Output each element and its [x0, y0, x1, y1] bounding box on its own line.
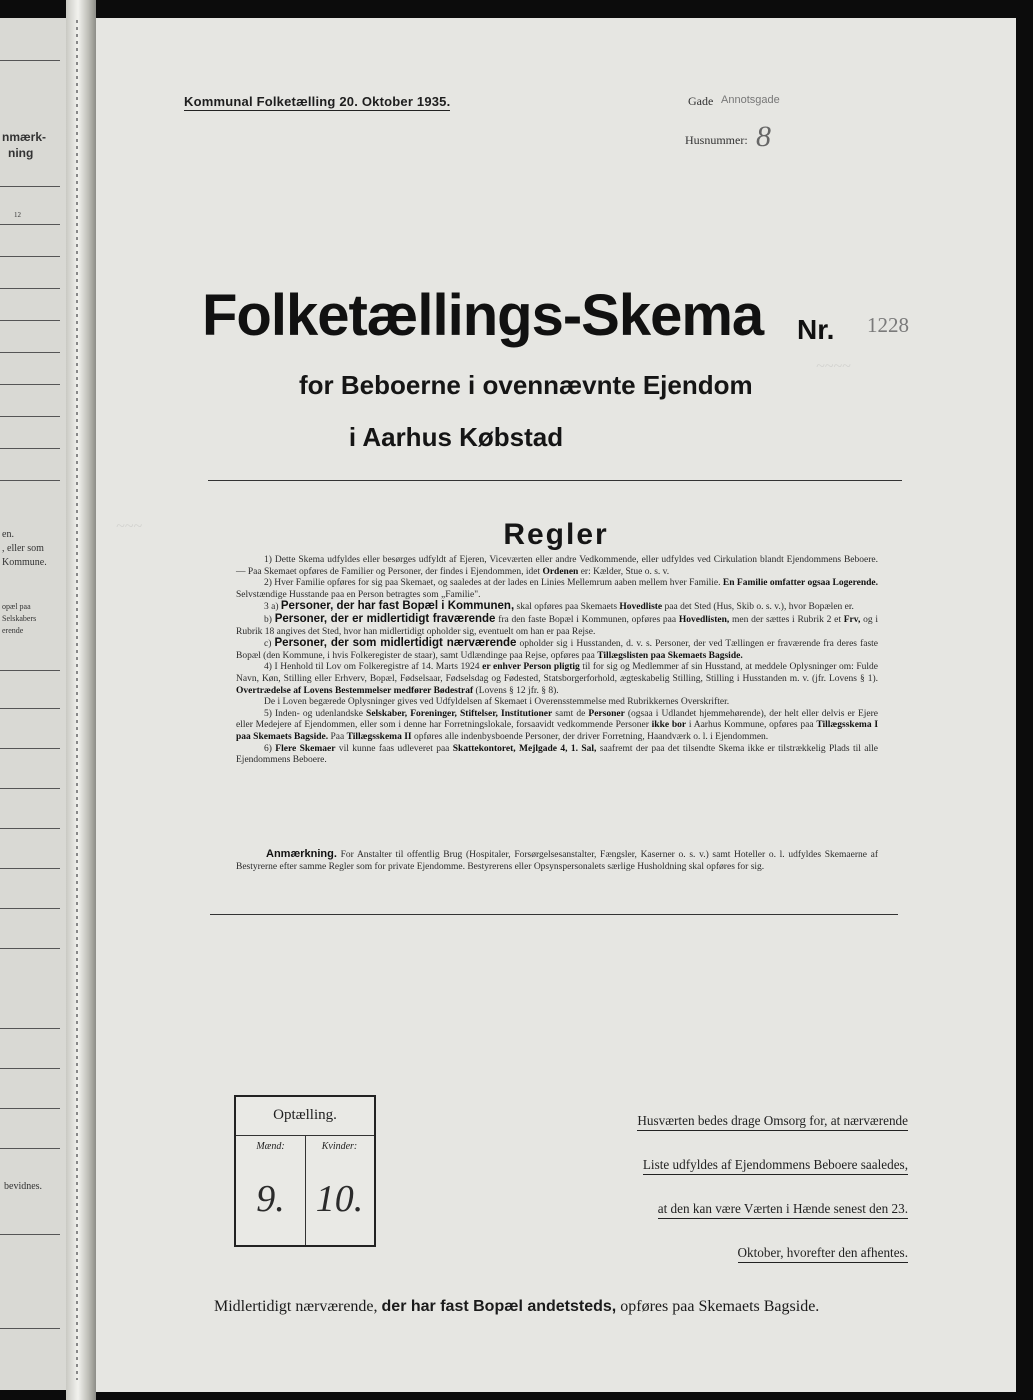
rule-5: 5) Inden- og udenlandske Selskaber, Foreninger, Stiftelser, Institutioner samt de Personer (ogsaa i Udlandet hjemmehørende), der helt eller delvis er Ejere eller Medejere af Ejendommen, eller som i denne har Forretningslokale, forsaavidt vedkommende Personer ikke bor i Aarhus Kommune, opføres paa Tillægsskema I paa Skemaets Bagside. Paa Tillægsskema II opføres alle indenbysboende Personer, der driver Forretning, Haandværk o. l. i Ejendommen.	[236, 708, 879, 742]
divider-rule	[210, 914, 898, 915]
footer-text: opføres paa Skemaets Bagside.	[620, 1298, 820, 1315]
left-page-rule	[0, 948, 60, 949]
left-page-rule	[0, 448, 60, 449]
left-page-rule	[0, 60, 60, 61]
left-page-note: opæl paa	[2, 602, 31, 611]
notice-line: Husværten bedes drage Omsorg for, at nærværende	[637, 1112, 908, 1131]
left-page-heading: nmærk-	[2, 130, 47, 144]
left-page-rule	[0, 352, 60, 353]
notice-line: Liste udfyldes af Ejendommens Beboere saaledes,	[643, 1156, 908, 1175]
footer-text: Midlertidigt nærværende,	[214, 1298, 378, 1315]
bleed-through-text: ~~~	[116, 518, 142, 535]
bleed-through-text: ~~~~	[816, 358, 851, 375]
count-box	[234, 1095, 376, 1247]
left-page-rule	[0, 868, 60, 869]
rule-2: 2) Hver Familie opføres for sig paa Skemaet, og saaledes at der lades en Linies Mellemrum aaben mellem hver Familie. En Familie omfatter ogsaa Logerende. Selvstændige Husstande paa en Person betragtes som „Familie".	[236, 578, 879, 600]
left-page-rule	[0, 908, 60, 909]
left-page-rule	[0, 748, 60, 749]
left-page-col-number: 12	[14, 211, 21, 219]
men-label: Mænd:	[256, 1141, 285, 1152]
women-label: Kvinder:	[321, 1141, 358, 1152]
census-form-page	[96, 18, 1016, 1392]
left-page-rule	[0, 1148, 60, 1149]
rules-heading: Regler	[503, 518, 609, 551]
left-page-rule	[0, 186, 60, 187]
left-page-rule	[0, 256, 60, 257]
house-number-value: 8	[756, 120, 771, 153]
left-page-rule	[0, 1028, 60, 1029]
left-page-rule	[0, 480, 60, 481]
left-page-note: en.	[2, 529, 14, 540]
book-spine	[66, 0, 96, 1400]
footer-text-bold: der har fast Bopæl andetsteds,	[381, 1298, 617, 1315]
left-page-rule	[0, 1234, 60, 1235]
left-page-rule	[0, 1108, 60, 1109]
house-number-label: Husnummer:	[685, 133, 748, 147]
rule-4b: De i Loven begærede Oplysninger gives ved Udfyldelsen af Skemaet i Overensstemmelse med Rubrikkernes Overskrifter.	[264, 697, 730, 708]
rule-3b: b) Personer, der er midlertidigt fraværende fra den faste Bopæl i Kommunen, opføres paa Hovedlisten, men der sættes i Rubrik 2 et Frv, og i Rubrik 18 angives det Sted, hvor han midlertidigt opholder sig, eventuelt om han er paa Rejse.	[236, 612, 879, 637]
rules-body	[236, 555, 878, 767]
rule-6: 6) Flere Skemaer vil kunne faas udleveret paa Skattekontoret, Mejlgade 4, 1. Sal, saafremt der paa det tilsendte Skema ikke er tilstrækkelig Plads til alle Ejendommens Beboere.	[236, 743, 878, 766]
left-page-note: Selskabers	[2, 614, 37, 623]
form-number-value: 1228	[867, 313, 909, 337]
rule-4: 4) I Henhold til Lov om Folkeregistre af 14. Marts 1924 er enhver Person pligtig til for sig og Medlemmer af sin Husstand, at meddele Oplysninger om: Fulde Navn, Køn, Stilling eller Erhverv, Bopæl, Fødselsaar, Fødselsdag og Fødested, Statsborgerforhold, ægteskabelig Stilling, Stilling i Husstanden m. v. (jfr. Lovens § 1). Overtrædelse af Lovens Bestemmelser medfører Bødestraf (Lovens § 12 jfr. § 8).	[236, 662, 879, 696]
men-count: 9.	[256, 1178, 285, 1220]
divider-rule	[208, 480, 902, 481]
rule-1: 1) Dette Skema udfyldes eller besørges udfyldt af Ejeren, Viceværten eller andre Vedkommende, eller udfyldes ved Cirkulation blandt Ejendommens Beboere. — Paa Skemaet opføres de Familier og Personer, der findes i Ejendommen, idet Ordenen er: Kælder, Stue o. s. v.	[236, 555, 878, 577]
street-value: Annotsgade	[721, 94, 780, 106]
footer-note	[214, 1298, 819, 1316]
count-box-title: Optælling.	[273, 1107, 337, 1123]
rule-3a: 3 a) Personer, der har fast Bopæl i Kommunen, skal opføres paa Skemaets Hovedliste paa det Sted (Hus, Skib o. s. v.), hvor Bopælen er.	[264, 600, 854, 613]
left-page-rule	[0, 788, 60, 789]
form-title: Folketællings-Skema	[202, 283, 764, 348]
left-page-rule	[0, 670, 60, 671]
form-location: i Aarhus Købstad	[348, 422, 564, 452]
landlord-notice	[536, 1103, 908, 1279]
left-page-rule	[0, 828, 60, 829]
census-header: Kommunal Folketælling 20. Oktober 1935.	[184, 94, 451, 109]
left-page-rule	[0, 288, 60, 289]
left-page-rule	[0, 320, 60, 321]
left-page-rule	[0, 224, 60, 225]
annotation-label: Anmærkning.	[266, 848, 337, 860]
spine-stitching	[76, 20, 78, 1380]
left-page-heading: ning	[8, 146, 34, 160]
left-page-note: erende	[2, 626, 24, 635]
notice-line: at den kan være Værten i Hænde senest den 23.	[658, 1200, 908, 1219]
form-number-label: Nr.	[797, 314, 835, 345]
left-page-note: Kommune.	[2, 557, 47, 568]
women-count: 10.	[315, 1178, 364, 1220]
left-page-rule	[0, 384, 60, 385]
annotation-text: For Anstalter til offentlig Brug (Hospitaler, Forsørgelsesanstalter, Fængsler, Kaserner o. s. v.) samt Hoteller o. l. udfyldes Skemaerne af Bestyrerne efter samme Regler som for private Ejendomme. Bestyrerens eller Opsynspersonalets særlige Husholdning skal opføres for sig.	[236, 850, 879, 872]
left-page-rule	[0, 1328, 60, 1329]
left-page-note: bevidnes.	[4, 1181, 43, 1192]
annotation-note	[236, 849, 878, 873]
left-page-rule	[0, 416, 60, 417]
left-page-note: , eller som	[2, 543, 44, 554]
form-subtitle: for Beboerne i ovennævnte Ejendom	[299, 370, 753, 400]
notice-line: Oktober, hvorefter den afhentes.	[738, 1244, 908, 1263]
left-page-rule	[0, 1068, 60, 1069]
left-page-rule	[0, 708, 60, 709]
street-label: Gade	[688, 94, 714, 108]
rule-3c: c) Personer, der som midlertidigt nærværende opholder sig i Husstanden, d. v. s. Personer, der ved Tællingen er fraværende fra deres faste Bopæl (den Kommune, i hvis Folkeregister de staar), samt Udlændinge paa Rejse, opføres paa Tillægslisten paa Skemaets Bagside.	[236, 637, 879, 661]
